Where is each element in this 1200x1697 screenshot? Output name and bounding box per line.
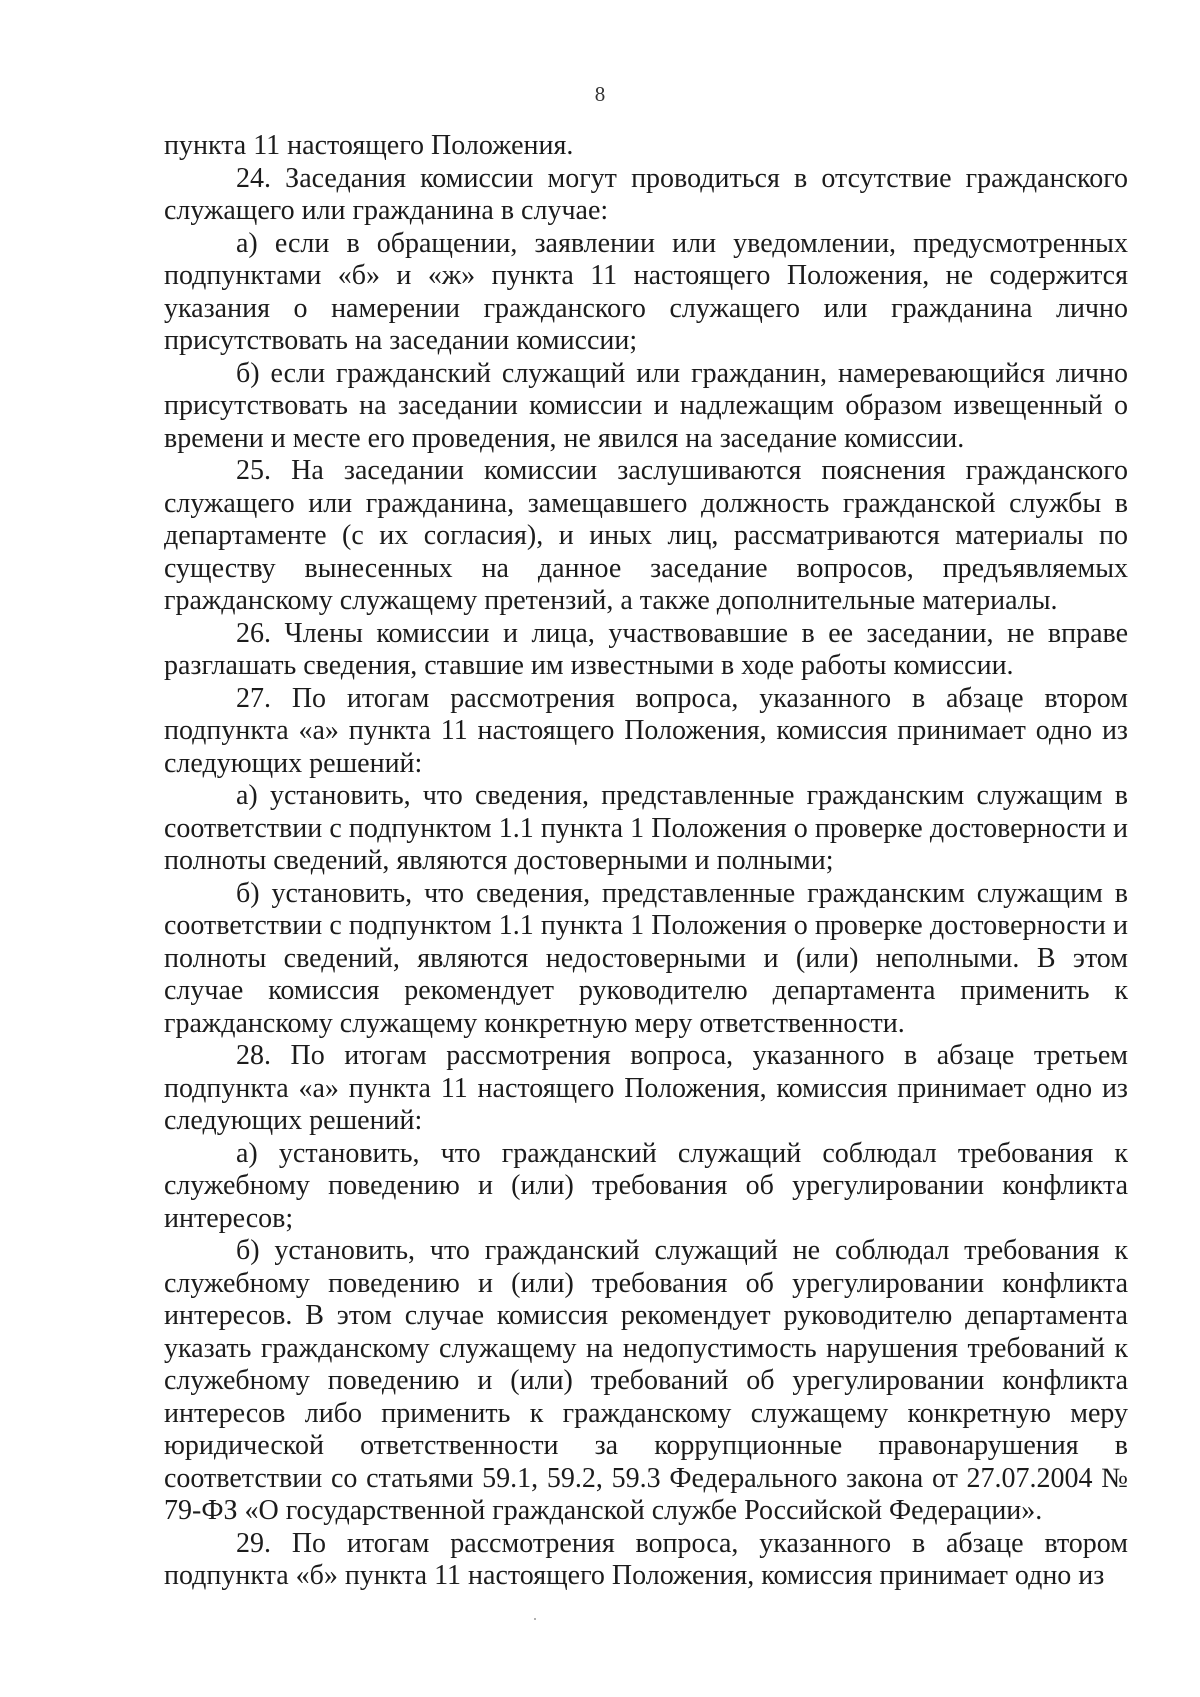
paragraph-24-a: а) если в обращении, заявлении или уведомлении, предусмотренных подпунктами «б» и «ж» пункта 11 настоящего Положения, не содержится указания о намерении гражданского служащего или гражданина лично присутствовать на заседании комиссии;: [164, 227, 1128, 356]
paragraph-24-b: б) если гражданский служащий или гражданин, намеревающийся лично присутствовать на заседании комиссии и надлежащим образом извещенный о времени и месте его проведения, не явился на заседание комиссии.: [164, 357, 1128, 454]
paragraph-27: 27. По итогам рассмотрения вопроса, указанного в абзаце втором подпункта «а» пункта 11 настоящего Положения, комиссия принимает одно из следующих решений:: [164, 682, 1128, 779]
paragraph-25: 25. На заседании комиссии заслушиваются пояснения гражданского служащего или гражданина, замещавшего должность гражданской службы в департаменте (с их согласия), и иных лиц, рассматриваются материалы по существу вынесенных на данное заседание вопросов, предъявляемых гражданскому служащему претензий, а также дополнительные материалы.: [164, 455, 1128, 616]
paragraph-27-a: а) установить, что сведения, представленные гражданским служащим в соответствии с подпунктом 1.1 пункта 1 Положения о проверке достоверности и полноты сведений, являются достоверными и полными;: [164, 780, 1128, 876]
paragraph-29: 29. По итогам рассмотрения вопроса, указанного в абзаце втором подпункта «б» пункта 11 настоящего Положения, комиссия принимает одно из: [164, 1527, 1128, 1591]
paragraph-28-a: а) установить, что гражданский служащий соблюдал требования к служебному поведению и (или) требования об урегулировании конфликта интересов;: [164, 1137, 1128, 1234]
paragraph-28-b: б) установить, что гражданский служащий не соблюдал требования к служебному поведению и (или) требования об урегулировании конфликта интересов. В этом случае комиссия рекомендует руководителю департамента указать гражданскому служащему на недопустимость нарушения требований к служебному поведению и (или) требований об урегулировании конфликта интересов либо применить к гражданскому служащему конкретную меру юридической ответственности за коррупционные правонарушения в соответствии со статьями 59.1, 59.2, 59.3 Федерального закона от 27.07.2004 № 79-ФЗ «О государственной гражданской службе Российской Федерации».: [164, 1235, 1128, 1526]
paragraph-28: 28. По итогам рассмотрения вопроса, указанного в абзаце третьем подпункта «а» пункта 11 настоящего Положения, комиссия принимает одно из следующих решений:: [164, 1040, 1128, 1136]
paragraph-26: 26. Члены комиссии и лица, участвовавшие в ее заседании, не вправе разглашать сведения, ставшие им известными в ходе работы комиссии.: [164, 617, 1128, 681]
paragraph-24: 24. Заседания комиссии могут проводиться в отсутствие гражданского служащего или гражданина в случае:: [164, 162, 1128, 226]
continuation-paragraph: пункта 11 настоящего Положения.: [164, 130, 574, 161]
body-text: [164, 130, 1128, 1593]
paragraph-27-b: б) установить, что сведения, представленные гражданским служащим в соответствии с подпунктом 1.1 пункта 1 Положения о проверке достоверности и полноты сведений, являются недостоверными и (или) неполными. В этом случае комиссия рекомендует руководителю департамента применить к гражданскому служащему конкретную меру ответственности.: [164, 877, 1128, 1039]
scan-speck: [534, 1618, 536, 1620]
page-number: 8: [594, 82, 606, 106]
